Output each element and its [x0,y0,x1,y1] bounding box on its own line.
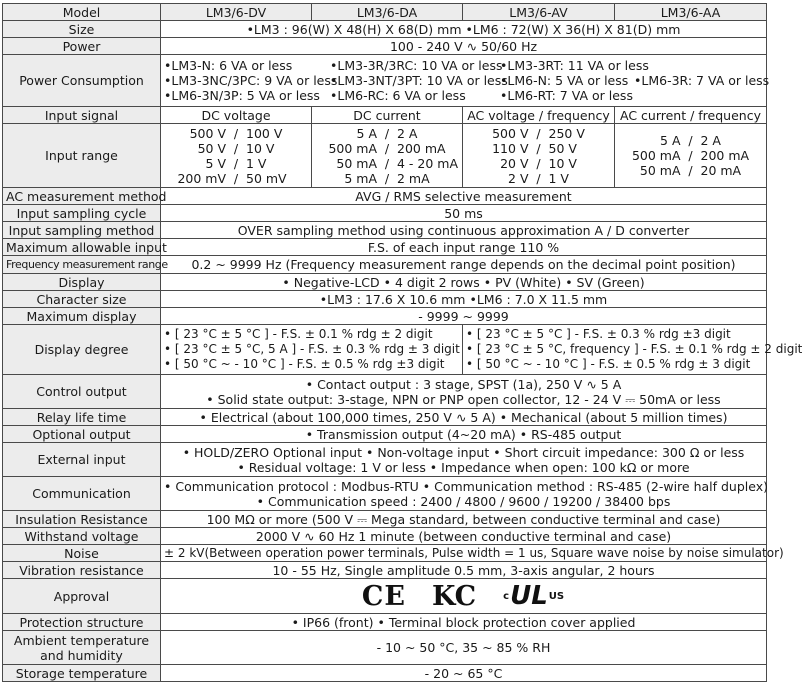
sampling-method-value: OVER sampling method using continuous approximation A / D converter [161,222,767,239]
size-label: Size [3,21,161,38]
pc-item: •LM6-3R: 7 VA or less [634,73,770,88]
control-output-label: Control output [3,375,161,409]
range-value: 100 V [246,125,283,141]
optional-output-row [3,426,767,443]
degree-line: • [ 23 °C ± 5 °C ] - F.S. ± 0.1 % rdg ± 2 digit [164,327,433,341]
input-signal-label: Input signal [3,107,161,124]
storage-label: Storage temperature [3,665,161,682]
external-input-line: • HOLD/ZERO Optional input • Non-voltage input • Short circuit impedance: 300 Ω or less [182,444,745,460]
range-value: 500 mA [631,148,681,163]
degree-line: • [ 23 °C ± 5 °C ] - F.S. ± 0.3 % rdg ±3 digit [466,327,731,341]
range-value: 50 V [197,140,226,156]
freq-range-value: 0.2 ~ 9999 Hz (Frequency measurement range depends on the decimal point position) [161,256,767,274]
control-output-line: • Contact output : 3 stage, SPST (1a), 250 V ∿ 5 A [305,376,622,392]
ac-method-label: AC measurement method [3,188,161,205]
size-value: •LM3 : 96(W) X 48(H) X 68(D) mm •LM6 : 72(W) X 36(H) X 81(D) mm [161,21,767,38]
signal-dc-current: DC current [312,107,463,124]
char-size-label: Character size [3,291,161,308]
display-degree-left [161,325,463,375]
power-row [3,38,767,55]
display-row [3,274,767,291]
insulation-value: 100 MΩ or more (500 V ⎓ Mega standard, between conductive terminal and case) [161,511,767,528]
pc-item: •LM6-RT: 7 VA or less [500,88,633,103]
signal-dc-voltage: DC voltage [161,107,312,124]
range-value: 500 mA [328,140,377,156]
freq-range-label: Frequency measurement range [3,256,161,274]
ac-method-row [3,188,767,205]
communication-line: • Communication speed : 2400 / 4800 / 9600 / 19200 / 38400 bps [256,493,671,509]
power-consumption-row [3,55,767,107]
relay-life-row [3,409,767,426]
range-value: 10 V [548,155,577,171]
communication-value [161,477,767,511]
relay-life-label: Relay life time [3,409,161,426]
input-signal-row [3,107,767,124]
approval-row [3,579,767,614]
pc-item: •LM3-3NT/3PT: 10 VA or less [330,73,508,88]
max-display-row [3,308,767,325]
display-value: • Negative-LCD • 4 digit 2 rows • PV (White) • SV (Green) [161,274,767,291]
degree-line: • [ 50 °C ~ - 10 °C ] - F.S. ± 0.5 % rdg ± 3 digit [466,357,751,371]
display-label: Display [3,274,161,291]
range-aa: 5 A / 2 A 500 mA / 200 mA 50 mA / 20 mA [615,124,767,188]
vibration-label: Vibration resistance [3,562,161,579]
range-value: 2 mA [397,170,430,186]
protection-label: Protection structure [3,614,161,631]
model-da: LM3/6-DA [312,4,463,21]
external-input-row [3,443,767,477]
pc-item: •LM3-N: 6 VA or less [164,58,293,73]
control-output-value [161,375,767,409]
range-value: 200 mV [177,170,226,186]
external-input-label: External input [3,443,161,477]
display-degree-right [463,325,802,375]
spec-table [2,3,802,682]
max-input-row [3,239,767,256]
communication-label: Communication [3,477,161,511]
pc-item [634,88,769,103]
pc-item: •LM6-RC: 6 VA or less [330,88,466,103]
approval-value [161,579,767,614]
withstand-value: 2000 V ∿ 60 Hz 1 minute (between conductive terminal and case) [161,528,767,545]
power-consumption-label: Power Consumption [3,55,161,107]
range-value: 50 mA [639,163,681,178]
cul-us-mark-icon: c UL US [503,580,565,611]
withstand-row [3,528,767,545]
range-value: 500 V [492,125,529,141]
range-value: 1 V [246,155,267,171]
external-input-value [161,443,767,477]
range-value: 20 V [500,155,529,171]
model-aa: LM3/6-AA [615,4,767,21]
storage-value: - 20 ~ 65 °C [161,665,767,682]
external-input-line: • Residual voltage: 1 V or less • Impedance when open: 100 kΩ or more [237,459,690,475]
range-value: 50 mA [336,155,377,171]
relay-life-value: • Electrical (about 100,000 times, 250 V ∿ 5 A) • Mechanical (about 5 million times) [161,409,767,426]
char-size-row [3,291,767,308]
noise-value: ± 2 kV(Between operation power terminals, Pulse width = 1 us, Square wave noise by noise simulator) [161,545,767,562]
range-value: 10 V [246,140,275,156]
noise-row [3,545,767,562]
kc-mark-icon: KC [431,580,477,612]
degree-line: • [ 50 °C ~ - 10 °C ] - F.S. ± 0.5 % rdg ±3 digit [164,357,445,371]
max-input-value: F.S. of each input range 110 % [161,239,767,256]
char-size-value: •LM3 : 17.6 X 10.6 mm •LM6 : 7.0 X 11.5 mm [161,291,767,308]
communication-line: • Communication protocol : Modbus-RTU • Communication method : RS-485 (2-wire half duplex) [164,478,769,494]
pc-item: •LM3-3RT: 11 VA or less [500,58,649,73]
max-input-label: Maximum allowable input [3,239,161,256]
input-range-label: Input range [3,124,161,188]
model-header: Model [3,4,161,21]
range-da: 5 A / 2 A 500 mA / 200 mA 50 mA / 4 - 20 mA 5 mA / 2 mA [312,124,463,188]
model-dv: LM3/6-DV [161,4,312,21]
range-value: 200 mA [397,140,446,156]
range-av: 500 V / 250 V 110 V / 50 V 20 V / 10 V 2 V / 1 V [463,124,615,188]
range-value: 2 A [397,125,418,141]
ambient-row [3,631,767,665]
protection-row [3,614,767,631]
power-label: Power [3,38,161,55]
model-av: LM3/6-AV [463,4,615,21]
sampling-cycle-value: 50 ms [161,205,767,222]
optional-output-value: • Transmission output (4~20 mA) • RS-485 output [161,426,767,443]
max-display-label: Maximum display [3,308,161,325]
pc-item: •LM6-3N/3P: 5 VA or less [164,88,320,103]
degree-line: • [ 23 °C ± 5 °C, frequency ] - F.S. ± 0.1 % rdg ± 2 digit [466,342,802,356]
range-value: 200 mA [700,148,750,163]
storage-row [3,665,767,682]
optional-output-label: Optional output [3,426,161,443]
display-degree-label: Display degree [3,325,161,375]
communication-row [3,477,767,511]
ambient-value: - 10 ~ 50 °C, 35 ~ 85 % RH [161,631,767,665]
pc-item: •LM6-N: 5 VA or less [500,73,629,88]
sampling-method-row [3,222,767,239]
pc-item: •LM3-3NC/3PC: 9 VA or less [164,73,338,88]
signal-ac-voltage: AC voltage / frequency [463,107,615,124]
range-value: 2 V [508,170,529,186]
insulation-label: Insulation Resistance [3,511,161,528]
ce-mark-icon: CE [361,580,406,612]
protection-value: • IP66 (front) • Terminal block protection cover applied [161,614,767,631]
noise-label: Noise [3,545,161,562]
pc-item: •LM3-3R/3RC: 10 VA or less [330,58,503,73]
range-value: 5 A [660,133,681,148]
freq-range-row [3,256,767,274]
size-row [3,21,767,38]
display-degree-row [3,325,767,375]
sampling-cycle-label: Input sampling cycle [3,205,161,222]
control-output-line: • Solid state output: 3-stage, NPN or PNP open collector, 12 - 24 V ⎓ 50mA or less [206,391,721,407]
ambient-label: Ambient temperature and humidity [3,631,161,665]
range-value: 2 A [700,133,721,148]
sampling-cycle-row [3,205,767,222]
range-value: 5 V [205,155,226,171]
input-range-row [3,124,767,188]
range-value: 4 - 20 mA [397,155,459,171]
ac-method-value: AVG / RMS selective measurement [161,188,767,205]
range-value: 50 mV [246,170,287,186]
power-value: 100 - 240 V ∿ 50/60 Hz [161,38,767,55]
range-value: 1 V [548,170,569,186]
pc-item [634,58,769,73]
insulation-row [3,511,767,528]
range-value: 250 V [548,125,585,141]
control-output-row [3,375,767,409]
range-value: 500 V [189,125,226,141]
power-consumption-value [161,55,770,107]
range-value: 20 mA [700,163,742,178]
max-display-value: - 9999 ~ 9999 [161,308,767,325]
signal-ac-current: AC current / frequency [615,107,767,124]
sampling-method-label: Input sampling method [3,222,161,239]
range-value: 110 V [492,140,529,156]
range-dv: 500 V / 100 V 50 V / 10 V 5 V / 1 V 200 mV / 50 mV [161,124,312,188]
vibration-value: 10 - 55 Hz, Single amplitude 0.5 mm, 3-axis angular, 2 hours [161,562,767,579]
vibration-row [3,562,767,579]
withstand-label: Withstand voltage [3,528,161,545]
range-value: 5 mA [344,170,377,186]
approval-label: Approval [3,579,161,614]
range-value: 50 V [548,140,577,156]
degree-line: • [ 23 °C ± 5 °C, 5 A ] - F.S. ± 0.3 % rdg ± 3 digit [164,342,460,356]
range-value: 5 A [356,125,377,141]
header-row [3,4,767,21]
